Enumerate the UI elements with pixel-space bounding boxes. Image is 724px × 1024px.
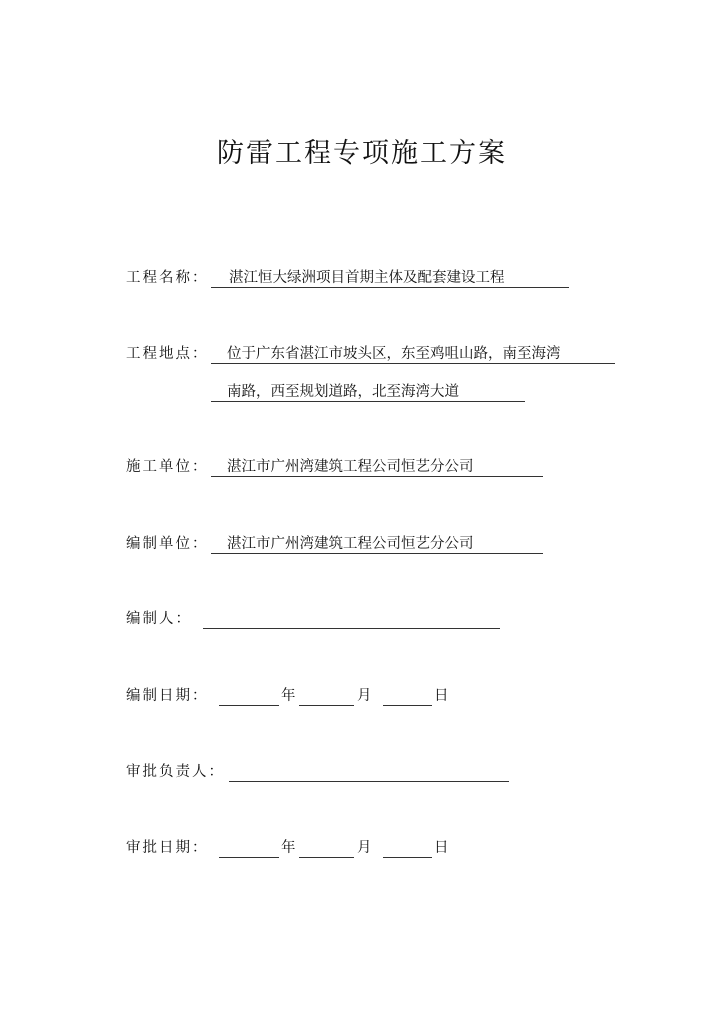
compile-date-year-label: 年 [281, 688, 296, 704]
compiler-label: 编制人： [126, 611, 192, 627]
project-name-value: 湛江恒大绿洲项目首期主体及配套建设工程 [229, 270, 505, 286]
project-name-underline [211, 268, 569, 288]
compiling-unit-underline [211, 534, 543, 554]
compile-date-year-underline [219, 686, 279, 706]
project-location-value-line1: 位于广东省湛江市坡头区，东至鸡咀山路，南至海湾 [227, 346, 561, 362]
construction-unit-underline [211, 457, 543, 477]
approval-date-day-label: 日 [434, 840, 449, 856]
project-location-label: 工程地点： [126, 346, 209, 362]
compile-date-month-label: 月 [357, 688, 372, 704]
compile-date-day-label: 日 [434, 688, 449, 704]
compiler-underline [203, 609, 500, 629]
approval-date-month-underline [299, 838, 354, 858]
compile-date-label: 编制日期： [126, 688, 209, 704]
compiling-unit-value: 湛江市广州湾建筑工程公司恒艺分公司 [227, 536, 474, 552]
compile-date-day-underline [383, 686, 432, 706]
approval-date-day-underline [383, 838, 432, 858]
approval-date-year-underline [219, 838, 279, 858]
approver-label: 审批负责人： [126, 764, 225, 780]
approver-underline [229, 762, 509, 782]
project-name-label: 工程名称： [126, 270, 209, 286]
compiling-unit-label: 编制单位： [126, 536, 209, 552]
project-location-underline-2 [211, 382, 525, 402]
construction-unit-label: 施工单位： [126, 459, 209, 475]
project-location-value-line2: 南路，西至规划道路，北至海湾大道 [227, 384, 459, 400]
compile-date-month-underline [299, 686, 354, 706]
approval-date-label: 审批日期： [126, 840, 209, 856]
approval-date-year-label: 年 [281, 840, 296, 856]
document-title: 防雷工程专项施工方案 [217, 138, 507, 169]
approval-date-month-label: 月 [357, 840, 372, 856]
project-location-underline-1 [211, 344, 615, 364]
construction-unit-value: 湛江市广州湾建筑工程公司恒艺分公司 [227, 459, 474, 475]
